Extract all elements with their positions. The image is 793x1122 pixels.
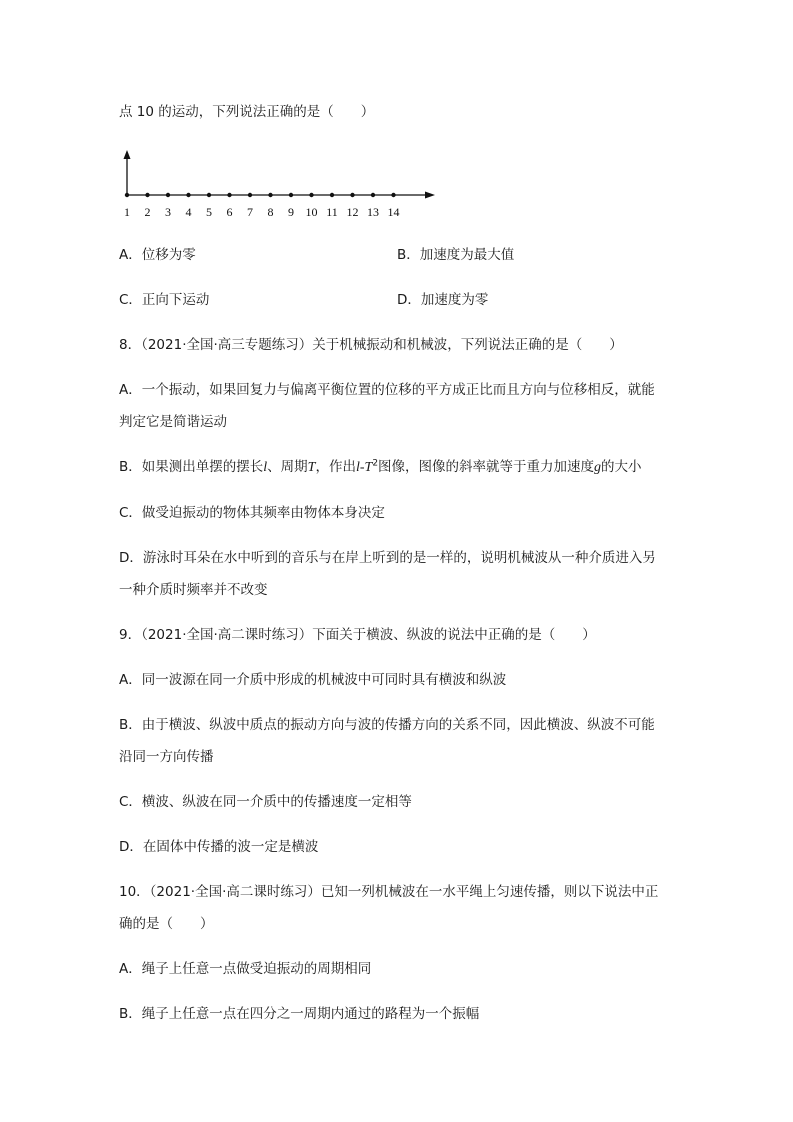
horizontal-arrow-head [425,192,435,199]
q8-option-b-lt-t: T [364,460,373,475]
q8-option-b-symbol-t: T [307,460,316,475]
particle-labels [124,205,400,219]
particle-label: 14 [387,205,400,219]
q9-option-a: A．同一波源在同一介质中形成的机械波中可同时具有横波和纵波 [119,672,507,688]
q8-option-b-lt-l: l [355,460,360,475]
particle-label: 10 [305,205,318,219]
q8-option-d-line1: D．游泳时耳朵在水中听到的音乐与在岸上听到的是一样的，说明机械波从一种介质进入另 [119,550,656,566]
particle-label: 4 [185,205,192,219]
particle-dot [391,193,395,197]
particle-dot [207,193,211,197]
particle-dot [227,193,231,197]
particle-label: 13 [367,205,379,219]
q7-option-c: C．正向下运动 [119,292,210,308]
q7-wave-diagram [112,148,452,228]
q8-option-b-text5: 的大小 [601,459,642,475]
q8-option-b [119,458,642,477]
q8-option-b-text3: ，作出 [315,459,356,475]
q8-option-c: C．做受迫振动的物体其频率由物体本身决定 [119,505,385,521]
particle-label: 3 [165,205,171,219]
particle-label: 5 [206,205,212,219]
particle-label: 11 [326,205,338,219]
q7-option-a: A．位移为零 [119,247,196,263]
particle-label: 9 [288,205,294,219]
q7-option-d: D．加速度为零 [397,292,489,308]
particle-dot [350,193,354,197]
particle-dot [371,193,375,197]
q8-option-a-line2: 判定它是简谐运动 [119,414,227,430]
particle-dot [186,193,190,197]
q8-option-d-line2: 一种介质时频率并不改变 [119,582,268,598]
q10-stem-line1: 10．（2021·全国·高二课时练习）已知一列机械波在一水平绳上匀速传播，则以下说法中正 [119,884,659,900]
particle-dot [248,193,252,197]
q7-option-b: B．加速度为最大值 [397,247,515,263]
q10-stem-line2: 确的是（ ） [119,916,214,932]
particle-dot [309,193,313,197]
particle-dot [268,193,272,197]
particle-dot [289,193,293,197]
q8-option-b-text1: B．如果测出单摆的摆长 [119,459,264,475]
particle-label: 1 [124,205,130,219]
particle-label: 8 [267,205,274,219]
q10-option-b: B．绳子上任意一点在四分之一周期内通过的路程为一个振幅 [119,1006,480,1022]
q8-option-b-lt-sup: 2 [372,458,379,469]
particle-dot [166,193,170,197]
q9-option-b-line1: B．由于横波、纵波中质点的振动方向与波的传播方向的关系不同，因此横波、纵波不可能 [119,717,655,733]
q8-option-b-lt-dash: - [359,460,365,475]
q8-option-b-text2: 、周期 [267,459,308,475]
vertical-arrow-head [124,150,131,159]
particle-label: 7 [247,205,253,219]
particle-dot [125,193,129,197]
q10-option-a: A．绳子上任意一点做受迫振动的周期相同 [119,961,372,977]
q9-stem: 9．（2021·全国·高二课时练习）下面关于横波、纵波的说法中正确的是（ ） [119,627,596,643]
q8-option-b-symbol-g: g [594,460,602,475]
particle-label: 6 [226,205,233,219]
particle-dot [145,193,149,197]
q8-stem: 8．（2021·全国·高三专题练习）关于机械振动和机械波，下列说法正确的是（ ） [119,337,623,353]
q8-option-b-text4: 图像，图像的斜率就等于重力加速度 [378,459,595,475]
q9-option-c: C．横波、纵波在同一介质中的传播速度一定相等 [119,794,412,810]
q8-option-a-line1: A．一个振动，如果回复力与偏离平衡位置的位移的平方成正比而且方向与位移相反，就能 [119,382,655,398]
q9-option-d: D．在固体中传播的波一定是横波 [119,839,319,855]
particle-dot [330,193,334,197]
particle-label: 2 [144,205,151,219]
particle-label: 12 [346,205,359,219]
q7-stem-tail: 点 10 的运动，下列说法正确的是（ ） [119,104,375,120]
q8-option-b-symbol-l: l [263,460,268,475]
q9-option-b-line2: 沿同一方向传播 [119,749,214,765]
